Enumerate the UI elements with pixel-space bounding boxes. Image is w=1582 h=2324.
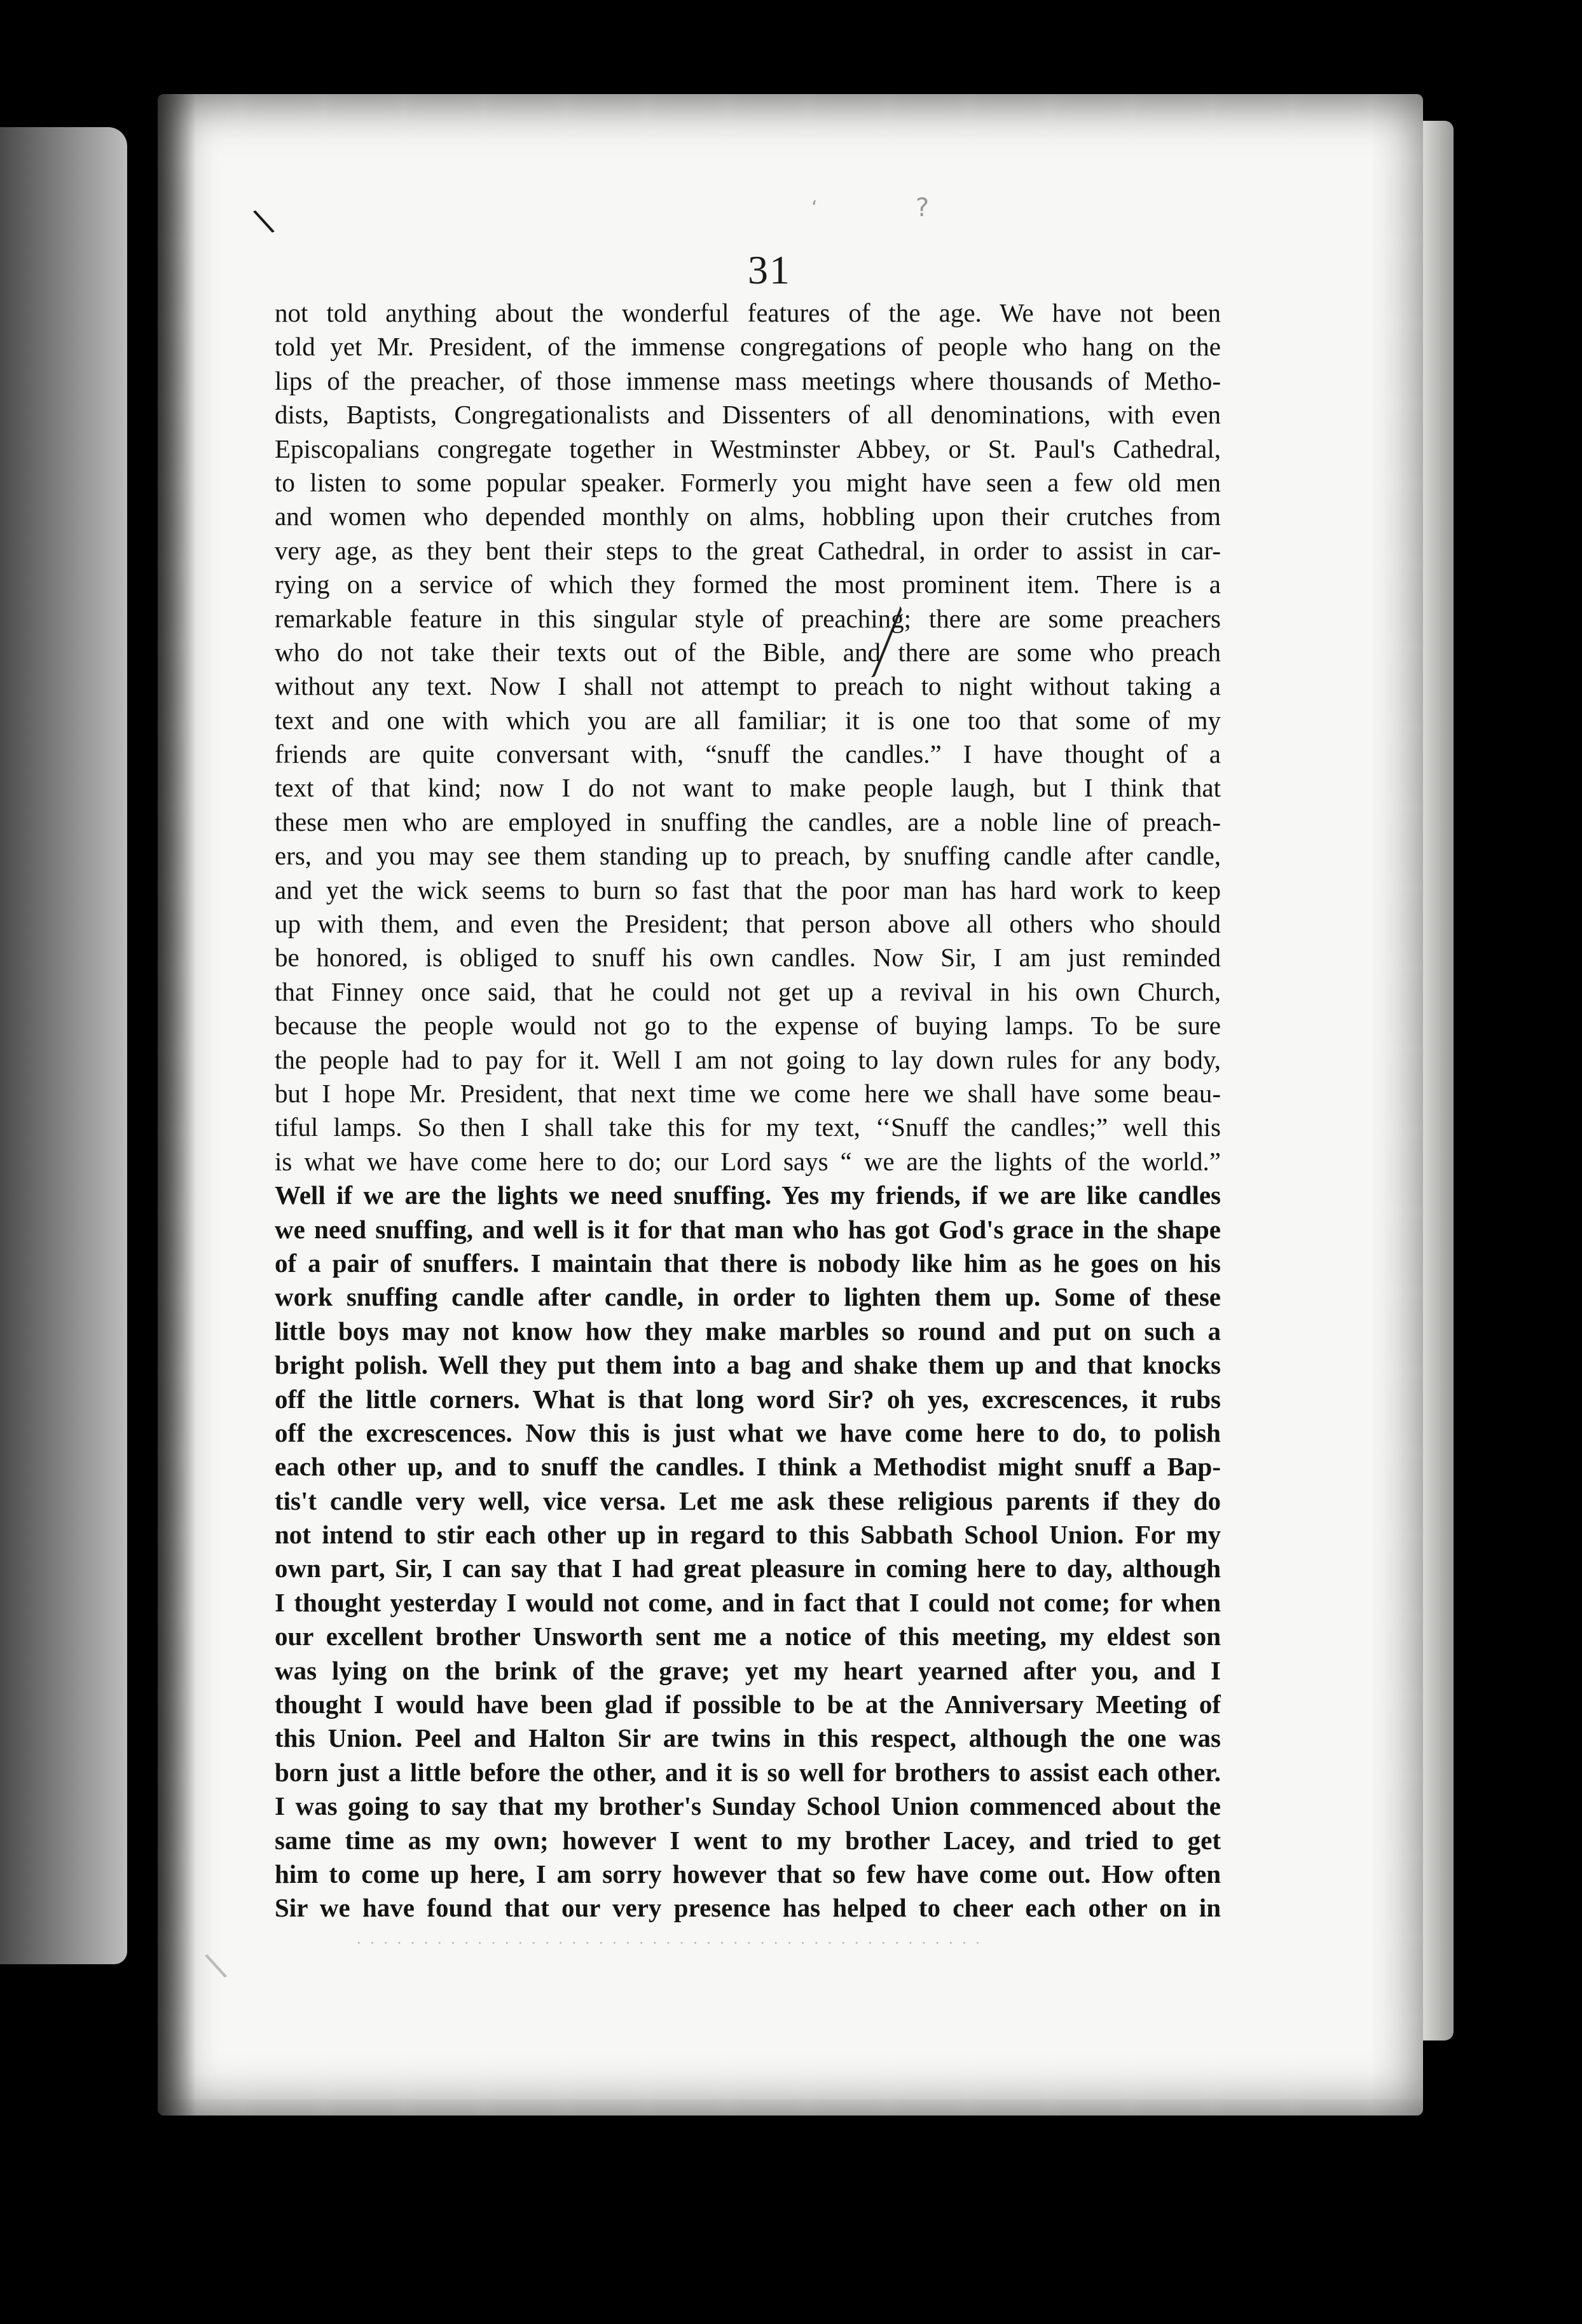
text-line: tiful lamps. So then I shall take this for my text, ‘‘Snuff the candles;” well this [275, 1112, 1221, 1142]
text-line: ers, and you may see them standing up to preach, by snuffing candle after candle, [275, 841, 1221, 871]
margin-mark: \ [202, 1945, 230, 1986]
text-line: lips of the preacher, of those immense mass meetings where thousands of Metho- [275, 366, 1221, 395]
text-line: him to come up here, I am sorry however that so few have come out. How often [275, 1859, 1221, 1889]
text-line: text of that kind; now I do not want to make people laugh, but I think that [275, 773, 1221, 803]
text-line: dists, Baptists, Congregationalists and Dissenters of all denominations, with even [275, 400, 1221, 430]
text-line: because the people would not go to the expense of buying lamps. To be sure [275, 1011, 1221, 1041]
text-line: the people had to pay for it. Well I am not going to lay down rules for any body, [275, 1044, 1221, 1074]
text-line: be honored, is obliged to snuff his own candles. Now Sir, I am just reminded [275, 943, 1221, 973]
text-line: these men who are employed in snuffing the candles, are a noble line of preach- [275, 807, 1221, 837]
text-line: and yet the wick seems to burn so fast that the poor man has hard work to keep [275, 875, 1221, 905]
text-line: of a pair of snuffers. I maintain that there is nobody like him as he goes on his [275, 1248, 1221, 1278]
page-stack-edge [1423, 121, 1454, 2040]
text-line: each other up, and to snuff the candles. I think a Methodist might snuff a Bap- [275, 1452, 1221, 1482]
text-line: thought I would have been glad if possible to be at the Anniversary Meeting of [275, 1690, 1221, 1719]
page-number: 31 [748, 247, 791, 292]
gutter-shadow [158, 94, 196, 2116]
text-line: up with them, and even the President; that person above all others who should [275, 909, 1221, 939]
text-line: we need snuffing, and well is it for that man who has got God's grace in the shape [275, 1214, 1221, 1244]
text-line: tis't candle very well, vice versa. Let me ask these religious parents if they do [275, 1486, 1221, 1515]
text-line: own part, Sir, I can say that I had great pleasure in coming here to day, although [275, 1554, 1221, 1583]
text-line: rying on a service of which they formed the most prominent item. There is a [275, 570, 1221, 599]
text-line: and women who depended monthly on alms, hobbling upon their crutches from [275, 502, 1221, 531]
text-line: was lying on the brink of the grave; yet my heart yearned after you, and I [275, 1655, 1221, 1685]
text-line: not told anything about the wonderful features of the age. We have not been [275, 298, 1221, 327]
text-line: Well if we are the lights we need snuffing. Yes my friends, if we are like candles [275, 1180, 1221, 1210]
text-line: who do not take their texts out of the Bible, and there are some who preach [275, 637, 1221, 667]
text-line: told yet Mr. President, of the immense congregations of people who hang on the [275, 332, 1221, 362]
margin-mark: ? [916, 193, 930, 222]
text-line: little boys may not know how they make marbles so round and put on such a [275, 1316, 1221, 1346]
page-body-text [275, 296, 1221, 1925]
text-line: that Finney once said, that he could not get up a revival in his own Church, [275, 976, 1221, 1006]
text-line: bright polish. Well they put them into a bag and shake them up and that knocks [275, 1350, 1221, 1380]
text-line: off the little corners. What is that long word Sir? oh yes, excrescences, it rubs [275, 1384, 1221, 1414]
text-line: but I hope Mr. President, that next time we come here we shall have some beau- [275, 1078, 1221, 1108]
text-line: without any text. Now I shall not attempt to preach to night without taking a [275, 671, 1221, 701]
text-line: Sir we have found that our very presence has helped to cheer each other on in [275, 1893, 1221, 1923]
adjacent-page-edge [0, 127, 127, 1964]
text-line: work snuffing candle after candle, in order to lighten them up. Some of these [275, 1282, 1221, 1312]
text-line: born just a little before the other, and it is so well for brothers to assist each other. [275, 1757, 1221, 1787]
bleed-through-text: · · · · · · · · · · · · · · · · · · · · · · · · · · · · · · · · · · · · · · · · · · · · · · · [356, 1934, 982, 1952]
text-line: I was going to say that my brother's Sunday School Union commenced about the [275, 1791, 1221, 1821]
text-line: same time as my own; however I went to my brother Lacey, and tried to get [275, 1825, 1221, 1855]
text-line: very age, as they bent their steps to the great Cathedral, in order to assist in car- [275, 535, 1221, 565]
text-line: this Union. Peel and Halton Sir are twins in this respect, although the one was [275, 1723, 1221, 1753]
text-line: remarkable feature in this singular style of preaching; there are some preachers [275, 603, 1221, 633]
margin-mark: \ [251, 202, 277, 241]
text-line: friends are quite conversant with, “snuff the candles.” I have thought of a [275, 739, 1221, 769]
margin-mark: ‘ [811, 197, 818, 219]
text-line: Episcopalians congregate together in Westminster Abbey, or St. Paul's Cathedral, [275, 434, 1221, 463]
text-line: off the excrescences. Now this is just what we have come here to do, to polish [275, 1418, 1221, 1447]
text-line: is what we have come here to do; our Lord says “ we are the lights of the world.” [275, 1146, 1221, 1176]
text-line: not intend to stir each other up in regard to this Sabbath School Union. For my [275, 1520, 1221, 1550]
text-line: our excellent brother Unsworth sent me a notice of this meeting, my eldest son [275, 1622, 1221, 1651]
text-line: I thought yesterday I would not come, and in fact that I could not come; for when [275, 1587, 1221, 1617]
text-line: to listen to some popular speaker. Formerly you might have seen a few old men [275, 467, 1221, 497]
text-line: text and one with which you are all familiar; it is one too that some of my [275, 705, 1221, 735]
